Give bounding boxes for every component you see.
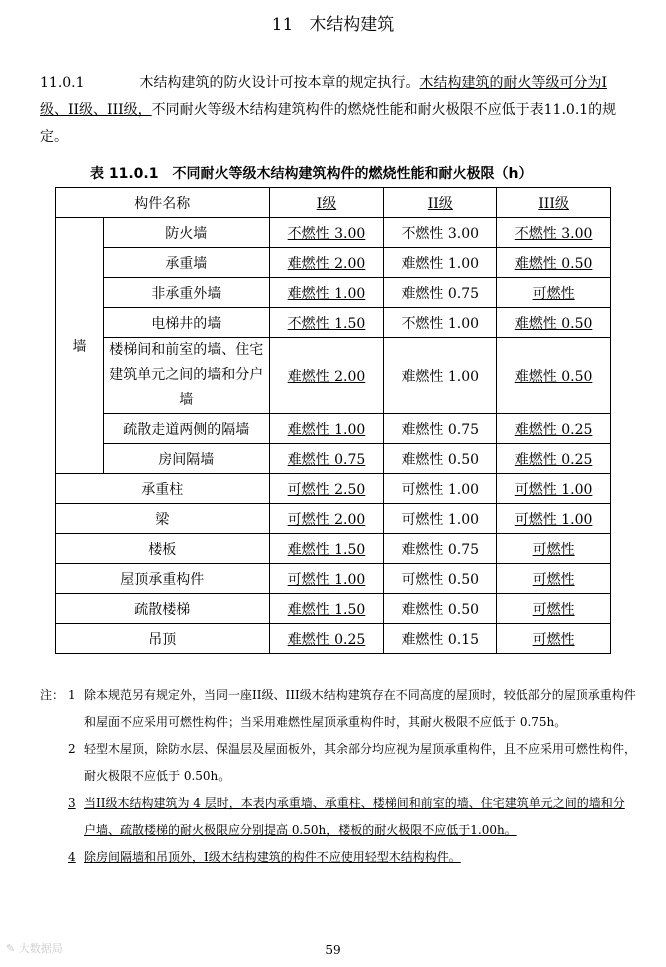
table-row	[56, 504, 611, 534]
cell-grade-1: 不燃性 3.00	[269, 218, 384, 248]
cell-grade-2: 可燃性 1.00	[384, 504, 497, 534]
clause-id: 11.0.1	[40, 75, 85, 91]
table-id: 表 11.0.1	[90, 166, 159, 182]
clause-text-3: 不同耐火等级木结构建筑构件的燃烧性能和耐火极限不应低于表11.0.1的规定。	[40, 102, 617, 145]
row-name: 吊顶	[56, 624, 270, 654]
row-name: 电梯井的墙	[103, 308, 269, 338]
cell-grade-1: 难燃性 2.00	[269, 248, 384, 278]
page-number: 59	[325, 943, 341, 957]
clause-text-1: 木结构建筑的防火设计可按本章的规定执行。	[139, 75, 420, 91]
row-name: 房间隔墙	[103, 444, 269, 474]
cell-grade-1: 可燃性 1.00	[269, 564, 384, 594]
watermark-logo	[6, 940, 63, 956]
fire-resistance-table	[55, 187, 611, 654]
row-name: 楼板	[56, 534, 270, 564]
table-row	[56, 474, 611, 504]
row-name: 承重柱	[56, 474, 270, 504]
cell-grade-3: 可燃性	[497, 564, 611, 594]
table-row	[56, 444, 611, 474]
cell-grade-2: 难燃性 0.50	[384, 594, 497, 624]
cell-grade-2: 可燃性 0.50	[384, 564, 497, 594]
row-name: 疏散走道两侧的隔墙	[103, 414, 269, 444]
chapter-title: 木结构建筑	[309, 15, 395, 35]
cell-grade-3: 可燃性 1.00	[497, 504, 611, 534]
row-name: 屋顶承重构件	[56, 564, 270, 594]
cell-grade-1: 难燃性 1.50	[269, 594, 384, 624]
cell-grade-1: 可燃性 2.00	[269, 504, 384, 534]
chapter-number: 11	[271, 15, 294, 35]
header-component: 构件名称	[56, 188, 270, 218]
note-text: 当II级木结构建筑为 4 层时，本表内承重墙、承重柱、楼梯间和前室的墙、住宅建筑单元之间的墙和分户墙、疏散楼梯的耐火极限应分别提高 0.50h，楼板的耐火极限不应低于1.00h。	[84, 796, 625, 837]
header-grade-1: I级	[269, 188, 384, 218]
note-item	[40, 790, 636, 844]
cell-grade-3: 可燃性	[497, 278, 611, 308]
table-row	[56, 624, 611, 654]
wall-group-label: 墙	[56, 218, 104, 474]
table-row	[56, 534, 611, 564]
note-item	[40, 682, 636, 736]
watermark-icon: ✎	[6, 942, 16, 955]
note-item	[40, 736, 636, 790]
header-grade-2: II级	[384, 188, 497, 218]
cell-grade-2: 难燃性 1.00	[384, 338, 497, 414]
cell-grade-2: 难燃性 0.75	[384, 414, 497, 444]
row-name: 承重墙	[103, 248, 269, 278]
cell-grade-3: 可燃性	[497, 534, 611, 564]
row-name: 防火墙	[103, 218, 269, 248]
row-name: 楼梯间和前室的墙、住宅建筑单元之间的墙和分户墙	[103, 338, 269, 414]
note-number: 1	[68, 688, 76, 702]
row-name: 梁	[56, 504, 270, 534]
chapter-heading	[0, 10, 666, 35]
cell-grade-2: 不燃性 1.00	[384, 308, 497, 338]
cell-grade-3: 不燃性 3.00	[497, 218, 611, 248]
cell-grade-3: 难燃性 0.25	[497, 414, 611, 444]
cell-grade-3: 难燃性 0.50	[497, 248, 611, 278]
cell-grade-2: 难燃性 0.50	[384, 444, 497, 474]
row-name: 非承重外墙	[103, 278, 269, 308]
cell-grade-2: 可燃性 1.00	[384, 474, 497, 504]
table-row	[56, 338, 611, 414]
note-item	[40, 844, 636, 871]
cell-grade-1: 难燃性 0.75	[269, 444, 384, 474]
cell-grade-3: 难燃性 0.50	[497, 338, 611, 414]
cell-grade-2: 难燃性 1.00	[384, 248, 497, 278]
table-row	[56, 278, 611, 308]
table-row	[56, 594, 611, 624]
cell-grade-3: 难燃性 0.25	[497, 444, 611, 474]
cell-grade-3: 可燃性	[497, 624, 611, 654]
cell-grade-1: 难燃性 1.00	[269, 278, 384, 308]
cell-grade-2: 难燃性 0.15	[384, 624, 497, 654]
note-number: 2	[68, 742, 76, 756]
note-text: 除本规范另有规定外，当同一座II级、III级木结构建筑存在不同高度的屋顶时，较低部分的屋顶承重构件和屋面不应采用可燃性构件；当采用难燃性屋顶承重构件时，其耐火极限不应低于 0.75h。	[84, 688, 636, 729]
table-notes	[40, 682, 636, 871]
note-text: 除房间隔墙和吊顶外，I级木结构建筑的构件不应使用轻型木结构构件。	[84, 850, 461, 864]
notes-label: 注：	[40, 688, 65, 702]
cell-grade-1: 难燃性 2.00	[269, 338, 384, 414]
cell-grade-3: 可燃性 1.00	[497, 474, 611, 504]
cell-grade-1: 难燃性 0.25	[269, 624, 384, 654]
note-number: 4	[68, 850, 76, 864]
cell-grade-3: 可燃性	[497, 594, 611, 624]
table-title: 不同耐火等级木结构建筑构件的燃烧性能和耐火极限（h）	[172, 166, 533, 182]
table-header-row	[56, 188, 611, 218]
clause-11-0-1	[40, 70, 630, 151]
table-row	[56, 308, 611, 338]
clause-text-2: 木结构建筑的耐火等级可分为I级、II级、III级，	[40, 75, 608, 118]
cell-grade-3: 难燃性 0.50	[497, 308, 611, 338]
row-name: 疏散楼梯	[56, 594, 270, 624]
table-row	[56, 414, 611, 444]
table-caption	[90, 163, 532, 183]
table-row	[56, 248, 611, 278]
cell-grade-1: 难燃性 1.50	[269, 534, 384, 564]
cell-grade-2: 难燃性 0.75	[384, 534, 497, 564]
note-number: 3	[68, 796, 76, 810]
note-text: 轻型木屋顶，除防水层、保温层及屋面板外，其余部分均应视为屋顶承重构件，且不应采用可燃性构件，耐火极限不应低于 0.50h。	[84, 742, 637, 783]
table-row	[56, 218, 611, 248]
cell-grade-2: 难燃性 0.75	[384, 278, 497, 308]
cell-grade-1: 难燃性 1.00	[269, 414, 384, 444]
table-row	[56, 564, 611, 594]
cell-grade-1: 不燃性 1.50	[269, 308, 384, 338]
header-grade-3: III级	[497, 188, 611, 218]
cell-grade-1: 可燃性 2.50	[269, 474, 384, 504]
cell-grade-2: 不燃性 3.00	[384, 218, 497, 248]
watermark-text: 大数据局	[18, 942, 63, 955]
